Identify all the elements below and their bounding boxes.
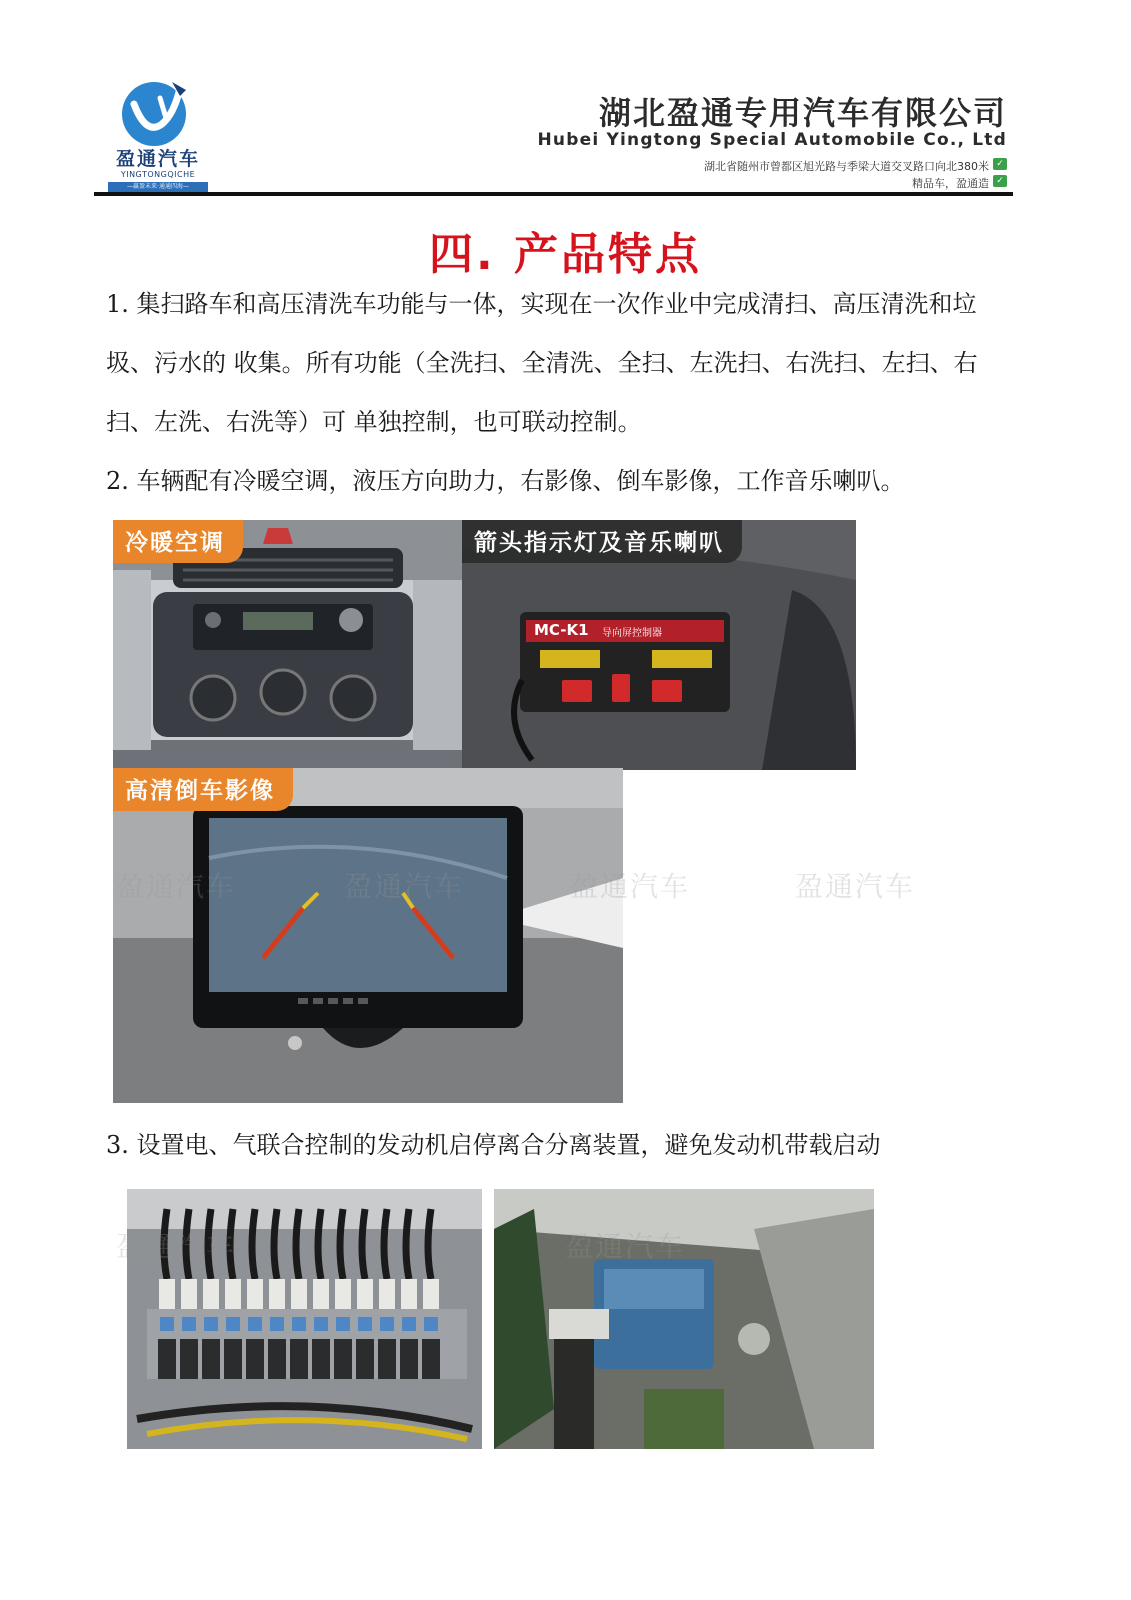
photo-air-conditioning	[113, 520, 462, 770]
watermark: 盈通汽车	[565, 1230, 686, 1263]
company-address: 湖北省随州市曾都区旭光路与季梁大道交叉路口向北380米	[704, 160, 989, 173]
section-title: 四. 产品特点	[428, 229, 703, 280]
photo-arrow-light-horn	[462, 520, 856, 770]
logo-name: 盈通汽车	[115, 148, 200, 170]
photo-reverse-camera	[113, 768, 623, 1103]
feature-paragraph-1: 1. 集扫路车和高压清洗车功能与一体，实现在一次作业中完成清扫、高压清洗和垃圾、污水的 收集。所有功能（全洗扫、全清洗、全扫、左洗扫、右洗扫、左扫、右扫、左洗、右洗等）可 单独控制，也可联动控制。	[106, 290, 978, 436]
watermark: 盈通汽车	[116, 870, 237, 903]
watermark: 盈通汽车	[570, 870, 691, 903]
company-name-en: Hubei Yingtong Special Automobile Co., Ltd	[537, 130, 1007, 150]
address-badge-icon: ✓	[993, 158, 1007, 170]
company-slogan: 精品车，盈通造	[912, 177, 989, 190]
photo-clutch-separator	[494, 1189, 874, 1449]
caption-arrow-light-horn: 箭头指示灯及音乐喇叭	[462, 520, 742, 563]
logo-slogan: —赢盈未来·通通四海—	[108, 182, 208, 192]
company-logo	[104, 78, 212, 190]
company-name-cn: 湖北盈通专用汽车有限公司	[598, 94, 1007, 132]
logo-pinyin: YINGTONGQICHE	[120, 170, 196, 179]
controller-model-label: MC-K1	[534, 621, 589, 639]
slogan-badge-icon: ✓	[993, 175, 1007, 187]
feature-paragraph-2: 2. 车辆配有冷暖空调，液压方向助力，右影像、倒车影像，工作音乐喇叭。	[106, 467, 905, 495]
watermark: 盈通汽车	[344, 870, 465, 903]
photo-valve-bank	[127, 1189, 482, 1449]
caption-reverse-camera: 高清倒车影像	[113, 768, 293, 811]
header-divider	[94, 192, 1013, 196]
watermark: 盈通汽车	[116, 1230, 237, 1263]
feature-paragraph-3: 3. 设置电、气联合控制的发动机启停离合分离装置，避免发动机带载启动	[106, 1131, 881, 1159]
controller-sub-label: 导向屏控制器	[602, 628, 662, 639]
logo-mark-icon	[120, 78, 192, 150]
watermark: 盈通汽车	[795, 870, 916, 903]
caption-air-conditioning: 冷暖空调	[113, 520, 243, 563]
